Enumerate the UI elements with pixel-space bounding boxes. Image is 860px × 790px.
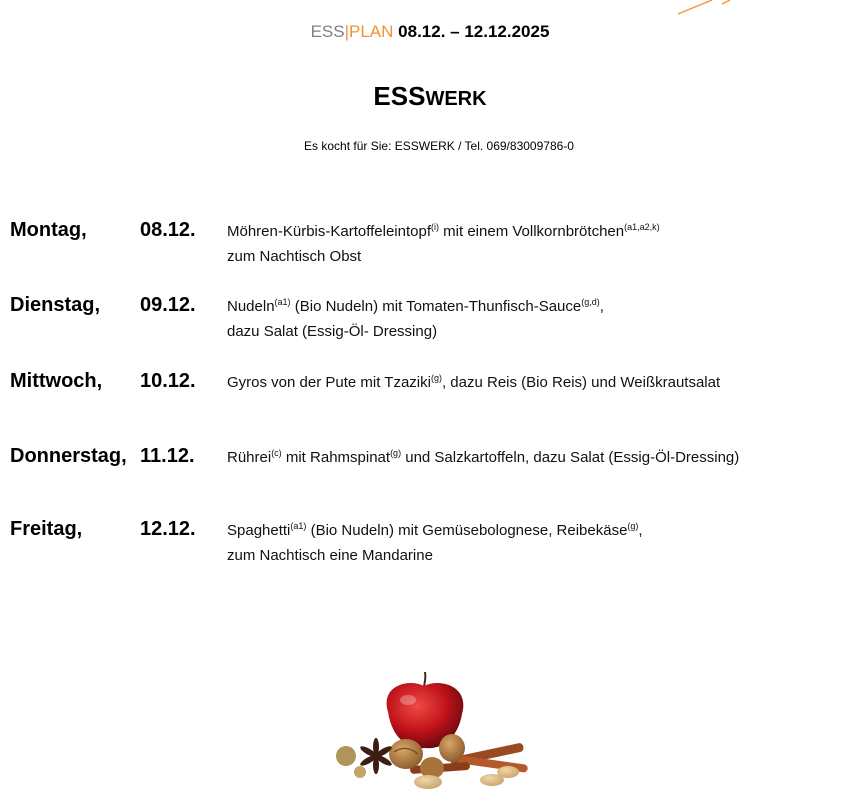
meal-text: Spaghetti bbox=[227, 522, 291, 539]
meal-line bbox=[227, 219, 847, 244]
allergen-code: (a1) bbox=[274, 297, 291, 307]
day-name: Dienstag, bbox=[10, 294, 101, 316]
meal-line bbox=[227, 370, 847, 395]
meal-text: mit einem Vollkornbrötchen bbox=[439, 223, 625, 240]
meal-text: Gyros von der Pute mit Tzaziki bbox=[227, 374, 431, 391]
page-title bbox=[0, 78, 860, 117]
corner-decoration-icon bbox=[672, 0, 742, 18]
meal-description bbox=[227, 294, 847, 344]
header-separator: | bbox=[344, 22, 350, 41]
meal-line bbox=[227, 518, 847, 543]
title-big: ESS bbox=[373, 81, 426, 111]
meal-text: (Bio Nudeln) mit Tomaten-Thunfisch-Sauce bbox=[290, 298, 582, 315]
day-date: 08.12. bbox=[140, 219, 196, 241]
day-date: 09.12. bbox=[140, 294, 196, 316]
day-date: 12.12. bbox=[140, 518, 196, 540]
meal-text: mit Rahmspinat bbox=[281, 449, 391, 466]
meal-text: , bbox=[638, 522, 643, 539]
meal-line bbox=[227, 294, 847, 319]
day-date: 11.12. bbox=[140, 445, 195, 467]
apple-nuts-cinnamon-image bbox=[330, 664, 550, 790]
meal-text: Rührei bbox=[227, 449, 272, 466]
meal-description bbox=[227, 518, 847, 568]
header-ess: ESS bbox=[310, 22, 345, 41]
allergen-code: (g,d) bbox=[581, 297, 600, 307]
plan-header bbox=[0, 20, 860, 44]
contact-line: Es kocht für Sie: ESSWERK / Tel. 069/83009786-0 bbox=[304, 139, 574, 153]
meal-description bbox=[227, 370, 847, 395]
meal-line: dazu Salat (Essig-Öl- Dressing) bbox=[227, 323, 438, 340]
allergen-code: (a1,a2,k) bbox=[624, 222, 660, 232]
title-small: WERK bbox=[425, 88, 487, 110]
allergen-code: (g) bbox=[390, 448, 402, 458]
meal-line: zum Nachtisch Obst bbox=[227, 248, 362, 265]
day-date: 10.12. bbox=[140, 370, 196, 392]
meal-line: zum Nachtisch eine Mandarine bbox=[227, 547, 433, 564]
header-plan: PLAN bbox=[349, 22, 394, 41]
day-name: Mittwoch, bbox=[10, 370, 103, 392]
day-name: Montag, bbox=[10, 219, 87, 241]
meal-text: , dazu Reis (Bio Reis) und Weißkrautsalat bbox=[441, 374, 721, 391]
day-name: Donnerstag, bbox=[10, 445, 127, 467]
allergen-code: (c) bbox=[271, 448, 282, 458]
meal-text: , bbox=[599, 298, 604, 315]
meal-line bbox=[227, 445, 847, 470]
meal-description bbox=[227, 445, 847, 470]
allergen-code: (i) bbox=[431, 222, 439, 232]
header-dates: 08.12. – 12.12.2025 bbox=[398, 22, 550, 41]
allergen-code: (g) bbox=[430, 373, 442, 383]
day-name: Freitag, bbox=[10, 518, 83, 540]
meal-text: und Salzkartoffeln, dazu Salat (Essig-Öl-Dressing) bbox=[401, 449, 740, 466]
meal-description bbox=[227, 219, 847, 269]
allergen-code: (g) bbox=[627, 521, 639, 531]
meal-text: Nudeln bbox=[227, 298, 275, 315]
meal-text: (Bio Nudeln) mit Gemüsebolognese, Reibekäse bbox=[306, 522, 628, 539]
meal-text: Möhren-Kürbis-Kartoffeleintopf bbox=[227, 223, 431, 240]
allergen-code: (a1) bbox=[290, 521, 307, 531]
